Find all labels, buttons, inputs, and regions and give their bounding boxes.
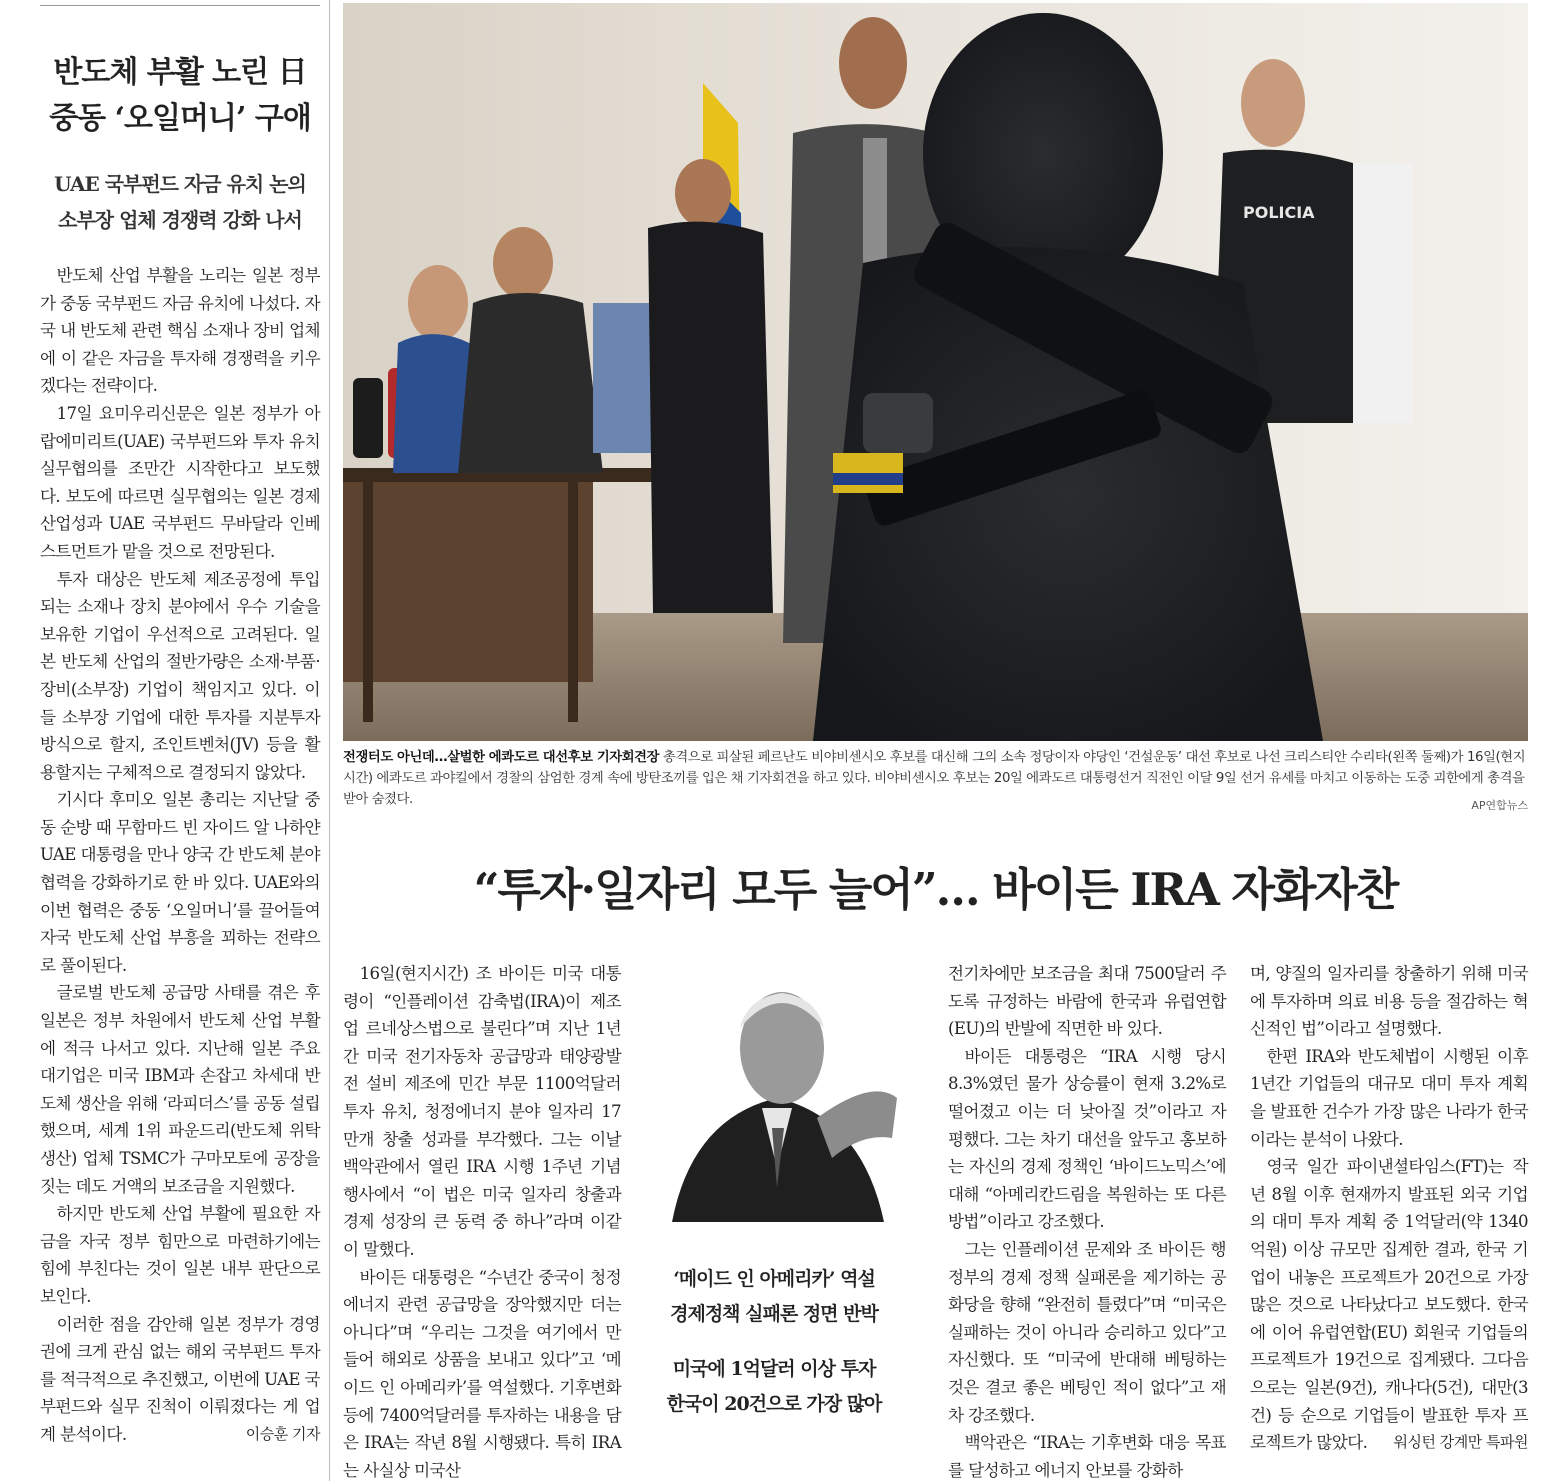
paragraph: 글로벌 반도체 공급망 사태를 겪은 후 일본은 정부 차원에서 반도체 산업 부활에 적극 나서고 있다. 지난해 일본 주요 대기업은 미국 IBM과 손잡고 차세대 반도체 생산을 위해 ‘라피더스’를 공동 설립했으며, 세계 1위 파운드리(반도체 위탁생산) 업체 TSMC가 구마모토에 공장을 짓는 데도 거액의 보조금을 지원했다.: [40, 983, 320, 1196]
paragraph: [1250, 1153, 1528, 1457]
paragraph: 한편 IRA와 반도체법이 시행된 이후 1년간 기업들의 대규모 대미 투자 계획을 발표한 건수가 가장 많은 나라가 한국이라는 분석이 나왔다.: [1250, 1046, 1528, 1149]
caption-title: 전쟁터도 아닌데…살벌한 에콰도르 대선후보 기자회견장: [343, 750, 660, 765]
paragraph-text: 영국 일간 파이낸셜타임스(FT)는 작년 8월 이후 현재까지 발표된 외국 기업의 대미 투자 계획 중 1억달러(약 1340억원) 이상 규모만 집계한 결과, 한국 기업이 내놓은 프로젝트가 20건으로 가장 많은 것으로 나타났다고 보도했다. 한국에 이어 유럽연합(EU) 회원국 기업들의 프로젝트가 19건으로 집계됐다. 그다음으로는 일본(9건), 캐나다(5건), 대만(3건) 등 순으로 기업들이 발표한 투자 프로젝트가 많았다.: [1250, 1157, 1528, 1453]
byline: 이승훈 기자: [245, 1424, 320, 1443]
biden-portrait-photo: [652, 968, 904, 1222]
ira-headline: “투자·일자리 모두 늘어”… 바이든 IRA 자화자찬: [473, 863, 1398, 916]
paragraph-text: 이러한 점을 감안해 일본 정부가 경영권에 크게 관심 없는 해외 국부펀드 투자를 적극적으로 추진했고, 이번에 UAE 국부펀드와 실무 진척이 이뤄졌다는 게 업계 분석이다.: [40, 1314, 320, 1444]
paragraph: 그는 인플레이션 문제와 조 바이든 행정부의 경제 정책 실패론을 제기하는 공화당을 향해 “완전히 틀렸다”며 “미국은 실패하는 것이 아니라 승리하고 있다”고 자신했다. 또 “미국에 반대해 베팅하는 것은 결코 좋은 베팅인 적이 없다”고 재차 강조했다.: [948, 1239, 1226, 1425]
paragraph: 바이든 대통령은 “수년간 중국이 청정에너지 관련 공급망을 장악했지만 더는 아니다”며 “우리는 그것을 여기에서 만들어 해외로 상품을 보내고 있다”고 ‘메이드 인 아메리카’를 역설했다. 기후변화 등에 7400억달러를 투자하는 내용을 담은 IRA는 작년 8월 시행됐다. 특히 IRA는 사실상 미국산: [343, 1267, 621, 1480]
column-divider: [329, 0, 330, 1481]
ira-column-4: [1250, 960, 1528, 1457]
paragraph: 16일(현지시간) 조 바이든 미국 대통령이 “인플레이션 감축법(IRA)이 제조업 르네상스법으로 불린다”며 지난 1년간 미국 전기자동차 공급망과 태양광발전 설비 제조에 민간 부문 1100억달러 투자 유치, 청정에너지 분야 일자리 17만개 창출 성과를 부각했다. 그는 이날 백악관에서 열린 IRA 시행 1주년 기념 행사에서 “이 법은 미국 일자리 창출과 경제 성장의 큰 동력 중 하나”라며 이같이 말했다.: [343, 964, 621, 1259]
paragraph: 기시다 후미오 일본 총리는 지난달 중동 순방 때 무함마드 빈 자이드 알 나하얀 UAE 대통령을 만나 양국 간 반도체 분야 협력을 강화하기로 한 바 있다. UAE와의 이번 협력은 중동 ‘오일머니’를 끌어들여 자국 반도체 산업 부흥을 꾀하는 전략으로 풀이된다.: [40, 790, 320, 975]
left-article-headline: [40, 50, 320, 142]
paragraph: 전기차에만 보조금을 최대 7500달러 주도록 규정하는 바람에 한국과 유럽연합(EU)의 반발에 직면한 바 있다.: [948, 964, 1226, 1039]
paragraph: [40, 1311, 320, 1449]
paragraph: 백악관은 “IRA는 기후변화 대응 목표를 달성하고 에너지 안보를 강화하: [948, 1433, 1226, 1480]
ira-subhead-2: [640, 1352, 908, 1422]
subheadline-line-2: 소부장 업체 경쟁력 강화 나서: [58, 208, 302, 232]
top-rule: [40, 5, 320, 6]
subheadline-line-1: UAE 국부펀드 자금 유치 논의: [54, 172, 306, 196]
ira-subhead-1: [640, 1262, 908, 1332]
paragraph: 하지만 반도체 산업 부활에 필요한 자금을 자국 정부 힘만으로 마련하기에는 힘에 부친다는 것이 일본 내부 판단으로 보인다.: [40, 1204, 320, 1306]
ira-column-3: [948, 960, 1226, 1484]
paragraph: 바이든 대통령은 “IRA 시행 당시 8.3%였던 물가 상승률이 현재 3.2%로 떨어졌고 이는 더 낮아질 것”이라고 자평했다. 그는 차기 대선을 앞두고 홍보하는 자신의 경제 정책인 ‘바이드노믹스’에 대해 “아메리칸드림을 복원하는 또 다른 방법”이라고 강조했다.: [948, 1046, 1226, 1232]
paragraph: 반도체 산업 부활을 노리는 일본 정부가 중동 국부펀드 자금 유치에 나섰다. 자국 내 반도체 관련 핵심 소재나 장비 업체에 이 같은 자금을 투자해 경쟁력을 키우겠다는 전략이다.: [40, 266, 320, 396]
subhead-line: 경제정책 실패론 정면 반박: [670, 1303, 878, 1325]
headline-line-1: 반도체 부활 노린 日: [53, 55, 307, 90]
caption-text: 총격으로 피살된 페르난도 비야비센시오 후보를 대신해 그의 소속 정당이자 야당인 ‘건설운동’ 대선 후보로 나선 크리스티안 수리타(왼쪽 둘째)가 16일(현지시간) 에콰도르 과야킬에서 경찰의 삼엄한 경계 속에 방탄조끼를 입은 채 기자회견을 하고 있다. 비야비센시오 후보는 20일 에콰도르 대통령선거 직전인 이달 9일 선거 유세를 마치고 이동하는 도중 괴한에게 총격을 받아 숨졌다.: [343, 750, 1526, 807]
police-press-conference-photo: [343, 3, 1528, 741]
subhead-line: ‘메이드 인 아메리카’ 역설: [673, 1268, 875, 1290]
paragraph: 며, 양질의 일자리를 창출하기 위해 미국에 투자하며 의료 비용 등을 절감하는 혁신적인 법”이라고 설명했다.: [1250, 964, 1528, 1039]
photo-caption: [343, 747, 1528, 810]
left-article-body: [40, 262, 320, 1449]
paragraph: 17일 요미우리신문은 일본 정부가 아랍에미리트(UAE) 국부펀드와 투자 유치 실무협의를 조만간 시작한다고 보도했다. 보도에 따르면 실무협의는 일본 경제산업성과 UAE 국부펀드 무바달라 인베스트먼트가 맡을 것으로 전망된다.: [40, 403, 320, 561]
vest-text: POLICIA: [1243, 203, 1315, 222]
subhead-line: 미국에 1억달러 이상 투자: [672, 1358, 876, 1380]
left-article-subheadline: [40, 166, 320, 238]
byline: 워싱턴 강계만 특파원: [1393, 1433, 1528, 1452]
photo-credit: AP연합뉴스: [1471, 799, 1528, 812]
ira-column-1: [343, 960, 621, 1484]
headline-line-2: 중동 ‘오일머니’ 구애: [49, 101, 311, 136]
subhead-line: 한국이 20건으로 가장 많아: [666, 1393, 882, 1415]
paragraph: 투자 대상은 반도체 제조공정에 투입되는 소재나 장치 분야에서 우수 기술을 보유한 기업이 우선적으로 고려된다. 일본 반도체 산업의 절반가량은 소재·부품·장비(소부장) 기업이 책임지고 있다. 이들 소부장 기업에 대한 투자를 지분투자 방식으로 할지, 조인트벤처(JV) 등을 활용할지는 구체적으로 결정되지 않았다.: [40, 569, 320, 782]
